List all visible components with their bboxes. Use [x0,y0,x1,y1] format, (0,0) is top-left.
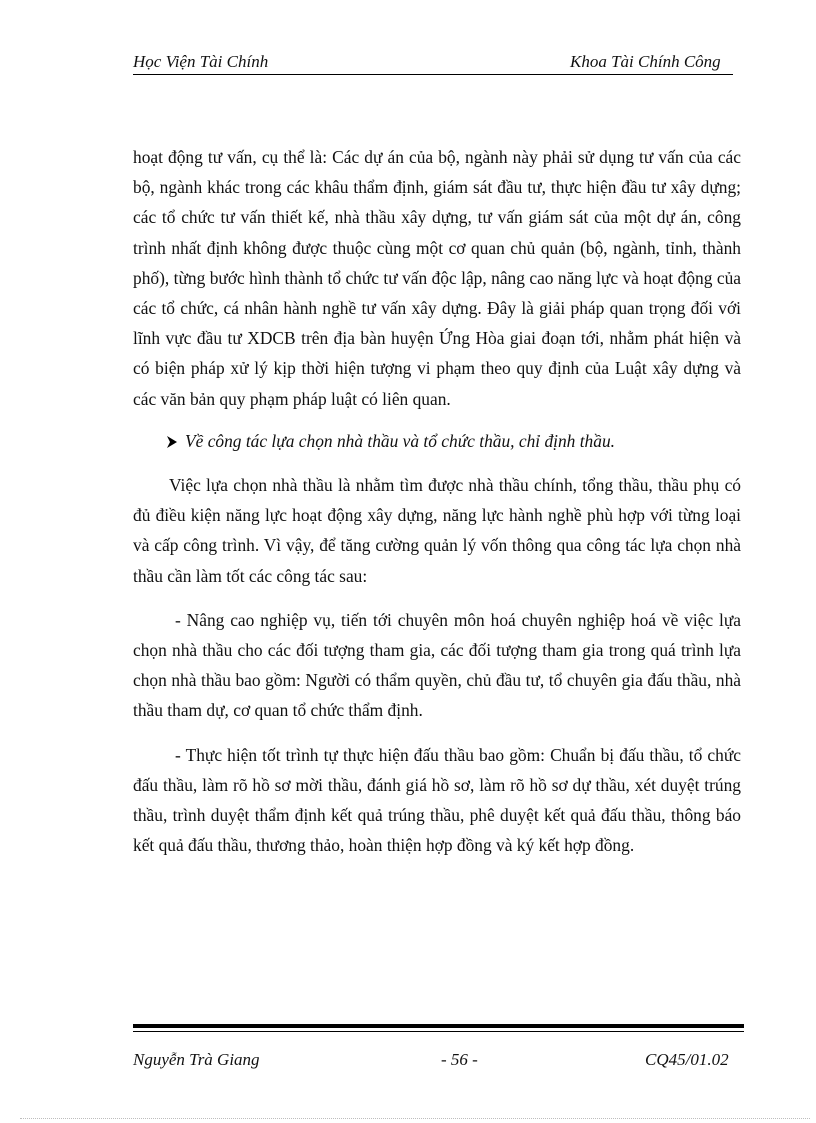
footer-author: Nguyễn Trà Giang [133,1050,260,1069]
header-divider [133,74,733,75]
footer-class-code: CQ45/01.02 [645,1050,729,1069]
paragraph-consulting: hoạt động tư vấn, cụ thể là: Các dự án của bộ, ngành này phải sử dụng tư vấn của các bộ, ngành khác trong các khâu thẩm định, giám sát đầu tư, thực hiện đầu tư xây dựng; các tổ chức tư vấn thiết kế, nhà thầu xây dựng, tư vấn giám sát của một dự án, công trình nhất định không được thuộc cùng một cơ quan chủ quản (bộ, ngành, tỉnh, thành phố), từng bước hình thành tổ chức tư vấn độc lập, nâng cao năng lực và hoạt động của các tổ chức, cá nhân hành nghề tư vấn xây dựng. Đây là giải pháp quan trọng đối với lĩnh vực đầu tư XDCB trên địa bàn huyện Ứng Hòa giai đoạn tới, nhằm phát hiện và có biện pháp xử lý kịp thời hiện tượng vi phạm theo quy định của Luật xây dựng và các văn bản quy phạm pháp luật có liên quan. [133,147,741,409]
paragraph-contractor-selection: Việc lựa chọn nhà thầu là nhằm tìm được nhà thầu chính, tổng thầu, thầu phụ có đủ điều kiện năng lực hoạt động xây dựng, năng lực hành nghề phù hợp với từng loại và cấp công trình. Vì vậy, để tăng cường quản lý vốn thông qua công tác lựa chọn nhà thầu cần làm tốt các công tác sau: [133,475,741,586]
footer-divider-thick [133,1024,744,1028]
arrow-bullet-icon [167,436,177,448]
page-bottom-edge [20,1118,810,1119]
bullet-heading-text: Về công tác lựa chọn nhà thầu và tổ chức thầu, chỉ định thầu. [185,430,615,451]
paragraph-professionalize: - Nâng cao nghiệp vụ, tiến tới chuyên môn hoá chuyên nghiệp hoá về việc lựa chọn nhà thầu cho các đối tượng tham gia, các đối tượng tham gia trong quá trình lựa chọn nhà thầu bao gồm: Người có thẩm quyền, chủ đầu tư, tổ chuyên gia đấu thầu, nhà thầu tham dự, cơ quan tổ chức thẩm định. [133,609,741,721]
footer-divider-thin [133,1031,744,1032]
document-body [133,142,741,860]
header-faculty: Khoa Tài Chính Công [570,52,721,71]
paragraph-bidding-procedure: - Thực hiện tốt trình tự thực hiện đấu thầu bao gồm: Chuẩn bị đấu thầu, tổ chức đấu thầu, làm rõ hồ sơ mời thầu, đánh giá hồ sơ, làm rõ hồ sơ dự thầu, xét duyệt trúng thầu, trình duyệt thẩm định kết quả trúng thầu, phê duyệt kết quả đấu thầu, thông báo kết quả đấu thầu, thương thảo, hoàn thiện hợp đồng và ký kết hợp đồng. [133,744,741,856]
bullet-heading [133,426,741,456]
header-institution: Học Viện Tài Chính [133,52,269,71]
page-number: - 56 - [441,1050,478,1069]
